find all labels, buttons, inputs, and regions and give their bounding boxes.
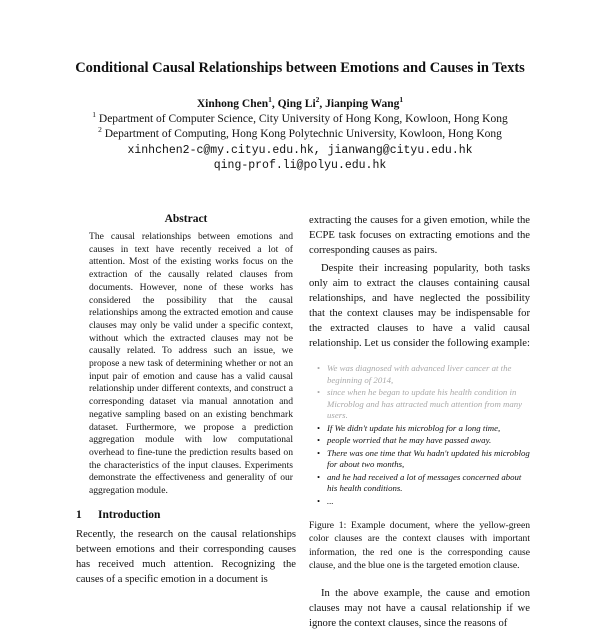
figure-caption: Figure 1: Example document, where the yellow-green color clauses are the context clauses with important information, the red one is the corresponding cause clause, and the blue one is the targeted emotion clause. <box>309 520 530 571</box>
intro-text: Recently, the research on the causal relationships between emotions and their corresponding causes has received much attention. Recognizing the causes of a specific emotion in a document is <box>76 528 296 585</box>
affiliation-text: Department of Computing, Hong Kong Polytechnic University, Kowloon, Hong Kong <box>104 128 502 140</box>
clause-text: ... <box>327 495 334 506</box>
body-paragraph: extracting the causes for a given emotion, while the ECPE task focuses on extracting emotions and the corresponding causes as pairs. <box>309 215 530 256</box>
affiliation-mark: 1 <box>92 110 97 120</box>
body-paragraph: In the above example, the cause and emotion clauses may not have a causal relationship if we ignore the context clauses, since the reasons of <box>309 588 530 630</box>
clause-text: since when he began to update his health condition in Microblog and has attracted much attention from many users. <box>327 387 523 420</box>
bullet-icon: • <box>317 363 321 373</box>
left-column <box>76 213 296 587</box>
body-paragraph: Despite their increasing popularity, both tasks only aim to extract the clauses containing causal relationships, and have neglected the possibility that the context clauses may be indispensable for the extracted clauses to have a valid causal relationship. Let us consider the following example: <box>309 263 530 349</box>
right-column <box>309 213 530 631</box>
author-affil-mark: 1 <box>399 95 404 105</box>
example-clause <box>317 435 530 447</box>
bullet-icon: • <box>317 435 321 445</box>
affiliation-mark: 2 <box>98 125 102 135</box>
author-name: Xinhong Chen <box>196 98 269 110</box>
section-number: 1 <box>76 508 82 521</box>
author-line: Xinhong Chen$^1$, Qing Li$^2$, Jianping Wang$^1$ <box>196 95 404 110</box>
section-title: Introduction <box>98 508 161 521</box>
example-clause <box>317 387 530 422</box>
bullet-icon: • <box>317 447 321 458</box>
abstract-heading: Abstract <box>164 213 208 225</box>
bullet-icon: • <box>317 471 321 482</box>
email-line[interactable]: qing-prof.li@polyu.edu.hk <box>213 159 387 172</box>
clause-text: There was one time that Wu hadn't updated his microblog for about two months, <box>327 447 530 469</box>
example-clause <box>317 472 530 495</box>
example-clause <box>317 448 530 471</box>
clause-text: We was diagnosed with advanced liver cancer at the beginning of 2014, <box>327 363 512 385</box>
clause-text: If We didn't update his microblog for a long time, <box>327 422 501 433</box>
email-line[interactable]: xinhchen2-c@my.cityu.edu.hk, jianwang@cityu.edu.hk <box>127 144 473 157</box>
bullet-icon: • <box>317 422 321 433</box>
author-affil-mark: 1 <box>268 95 272 105</box>
affiliation-line <box>0 125 600 140</box>
example-clause <box>317 363 530 386</box>
author-name: Qing Li <box>277 98 316 110</box>
section-heading <box>76 509 296 521</box>
clause-text: and he had received a lot of messages concerned about his health conditions. <box>327 471 522 493</box>
clause-text: people worried that he may have passed away. <box>327 435 492 445</box>
affiliation-text: Department of Computer Science, City University of Hong Kong, Kowloon, Hong Kong <box>98 113 508 125</box>
author-name: Jianping Wang <box>325 98 400 110</box>
example-clause <box>317 423 530 435</box>
paper-title: Conditional Causal Relationships between Emotions and Causes in Texts <box>75 60 525 76</box>
author-affil-mark: 2 <box>315 95 320 105</box>
affiliation-line <box>0 110 600 125</box>
example-clause <box>317 496 530 508</box>
example-document <box>309 363 530 507</box>
abstract-text: The causal relationships between emotions and causes in text have recently received a lot of attention. Most of the existing works focus on the extraction of the causally related clauses from documents. However, none of these works has considered the possibility that the causal relationships among the extracted emotion and cause clauses may only be valid under a specific context, without which the extracted clauses may not be causally related. To address such an issue, we propose a new task of determining whether or not an input pair of emotion and cause has a valid causal relationship under different contexts, and construct a corresponding dataset via manual annotation and negative sampling based on an existing benchmark dataset. Furthermore, we propose a prediction aggregation module with low computational overhead to fine-tune the prediction results based on the characteristics of the input clauses. Experiments demonstrate the effectiveness and generality of our aggregation module. <box>89 231 293 497</box>
bullet-icon: • <box>317 387 321 397</box>
bullet-icon: • <box>317 495 321 506</box>
